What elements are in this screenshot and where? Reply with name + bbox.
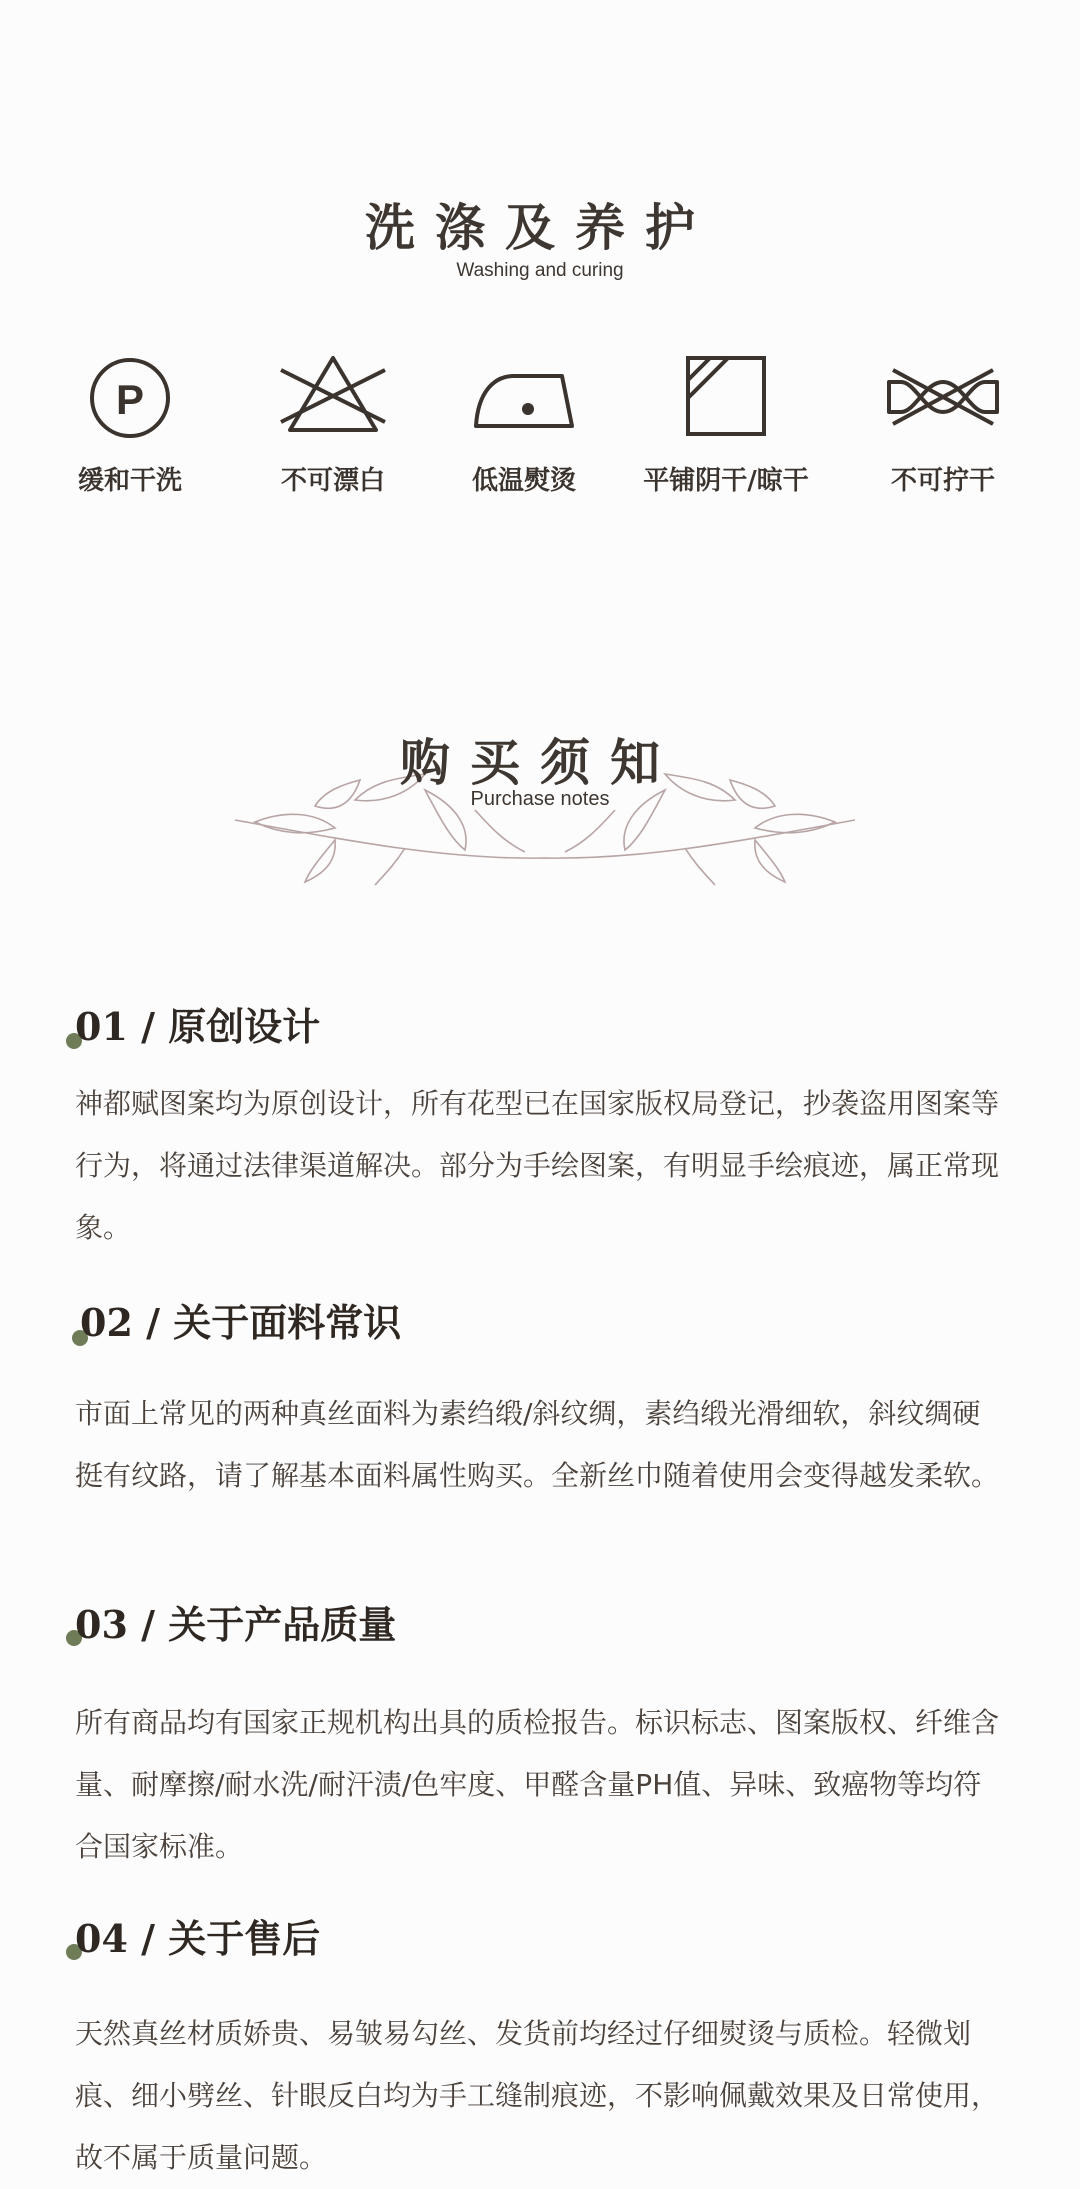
care-label-no-bleach: 不可漂白 bbox=[280, 466, 385, 496]
note-body-quality: 所有商品均有国家正规机构出具的质检报告。标识标志、图案版权、纤维含量、耐摩擦/耐水洗/耐汗渍/色牢度、甲醛含量PH值、异味、致癌物等均符合国家标准。 bbox=[75, 1706, 1000, 1863]
dry-clean-p-icon bbox=[30, 352, 230, 442]
care-label-no-wring: 不可拧干 bbox=[890, 466, 995, 496]
notes-section-title: 购买须知 bbox=[400, 733, 680, 792]
no-wring-icon bbox=[843, 352, 1043, 442]
care-section-title: 洗涤及养护 bbox=[365, 198, 715, 257]
care-section-subtitle: Washing and curing bbox=[456, 260, 624, 281]
note-title-fabric: 02 / 关于面料常识 bbox=[80, 1300, 402, 1345]
note-title-after-sales: 04 / 关于售后 bbox=[75, 1916, 321, 1961]
notes-section-subtitle: Purchase notes bbox=[470, 788, 610, 810]
low-temp-iron-icon bbox=[424, 352, 624, 442]
note-body-fabric: 市面上常见的两种真丝面料为素绉缎/斜纹绸，素绉缎光滑细软，斜纹绸硬挺有纹路，请了解基本面料属性购买。全新丝巾随着使用会变得越发柔软。 bbox=[75, 1397, 1000, 1492]
svg-text:P: P bbox=[115, 376, 145, 423]
note-body-after-sales: 天然真丝材质娇贵、易皱易勾丝、发货前均经过仔细熨烫与质检。轻微划痕、细小劈丝、针眼反白均为手工缝制痕迹，不影响佩戴效果及日常使用，故不属于质量问题。 bbox=[75, 2017, 1000, 2174]
care-label-flat-dry: 平铺阴干/晾干 bbox=[643, 466, 809, 496]
no-bleach-icon bbox=[233, 352, 433, 442]
flat-dry-shade-icon bbox=[626, 352, 826, 442]
care-label-dry-clean: 缓和干洗 bbox=[77, 466, 182, 496]
note-title-original-design: 01 / 原创设计 bbox=[75, 1004, 321, 1049]
care-label-low-iron: 低温熨烫 bbox=[471, 466, 576, 496]
note-body-original-design: 神都赋图案均为原创设计，所有花型已在国家版权局登记，抄袭盗用图案等行为，将通过法律渠道解决。部分为手绘图案，有明显手绘痕迹，属正常现象。 bbox=[75, 1087, 1000, 1244]
note-title-quality: 03 / 关于产品质量 bbox=[75, 1602, 397, 1647]
